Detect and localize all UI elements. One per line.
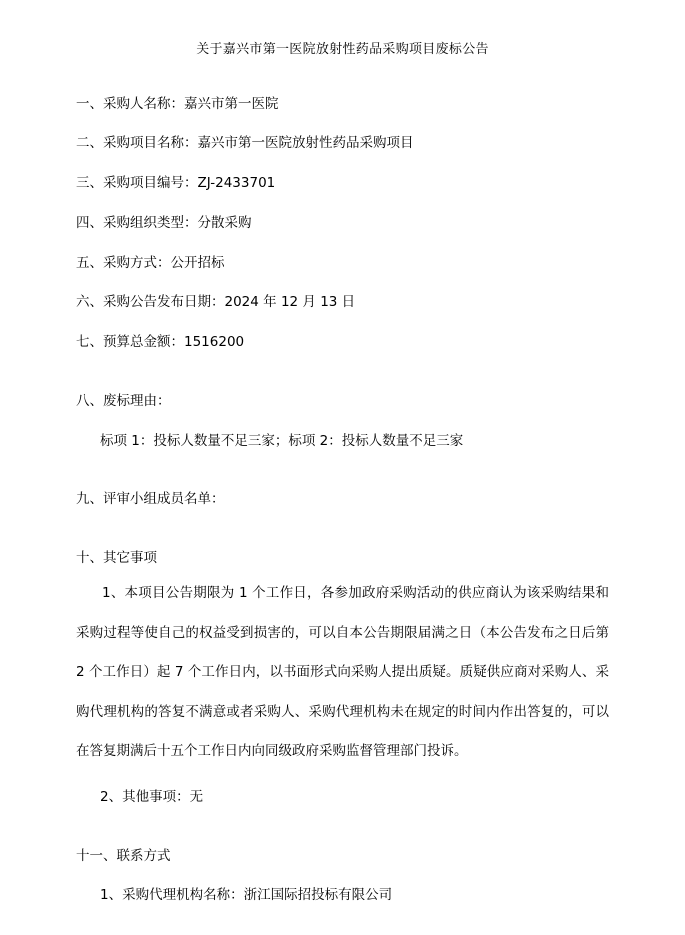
publish-date-line: 六、采购公告发布日期：2024 年 12 月 13 日 <box>76 294 356 310</box>
purchaser-line: 一、采购人名称：嘉兴市第一医院 <box>76 96 279 112</box>
other-matters-heading: 十、其它事项 <box>76 550 157 566</box>
organization-type-line: 四、采购组织类型：分散采购 <box>76 215 252 231</box>
procurement-method-line: 五、采购方式：公开招标 <box>76 255 225 271</box>
project-number-line: 三、采购项目编号：ZJ-2433701 <box>76 175 276 191</box>
project-name-line: 二、采购项目名称：嘉兴市第一医院放射性药品采购项目 <box>76 135 414 151</box>
document-title: 关于嘉兴市第一医院放射性药品采购项目废标公告 <box>196 42 489 57</box>
contact-heading: 十一、联系方式 <box>76 848 171 864</box>
rejection-reason-heading: 八、废标理由： <box>76 393 171 409</box>
budget-line: 七、预算总金额：1516200 <box>76 334 245 350</box>
other-matters-item-1: 1、本项目公告期限为 1 个工作日，各参加政府采购活动的供应商认为该采购结果和采购过程等使自己的权益受到损害的，可以自本公告期限届满之日（本公告发布之日后第 2 个工作日）起 7 个工作日内，以书面形式向采购人提出质疑。质疑供应商对采购人、采购代理机构的答复不满意或者采购人、采购代理机构未在规定的时间内作出答复的，可以在答复期满后十五个工作日内向同级政府采购监督管理部门投诉。 <box>76 585 609 760</box>
review-panel-heading: 九、评审小组成员名单： <box>76 491 225 507</box>
contact-agency-line: 1、采购代理机构名称：浙江国际招投标有限公司 <box>100 887 393 903</box>
rejection-reason-text: 标项 1：投标人数量不足三家；标项 2：投标人数量不足三家 <box>100 433 464 449</box>
other-matters-item-2: 2、其他事项：无 <box>100 789 204 805</box>
